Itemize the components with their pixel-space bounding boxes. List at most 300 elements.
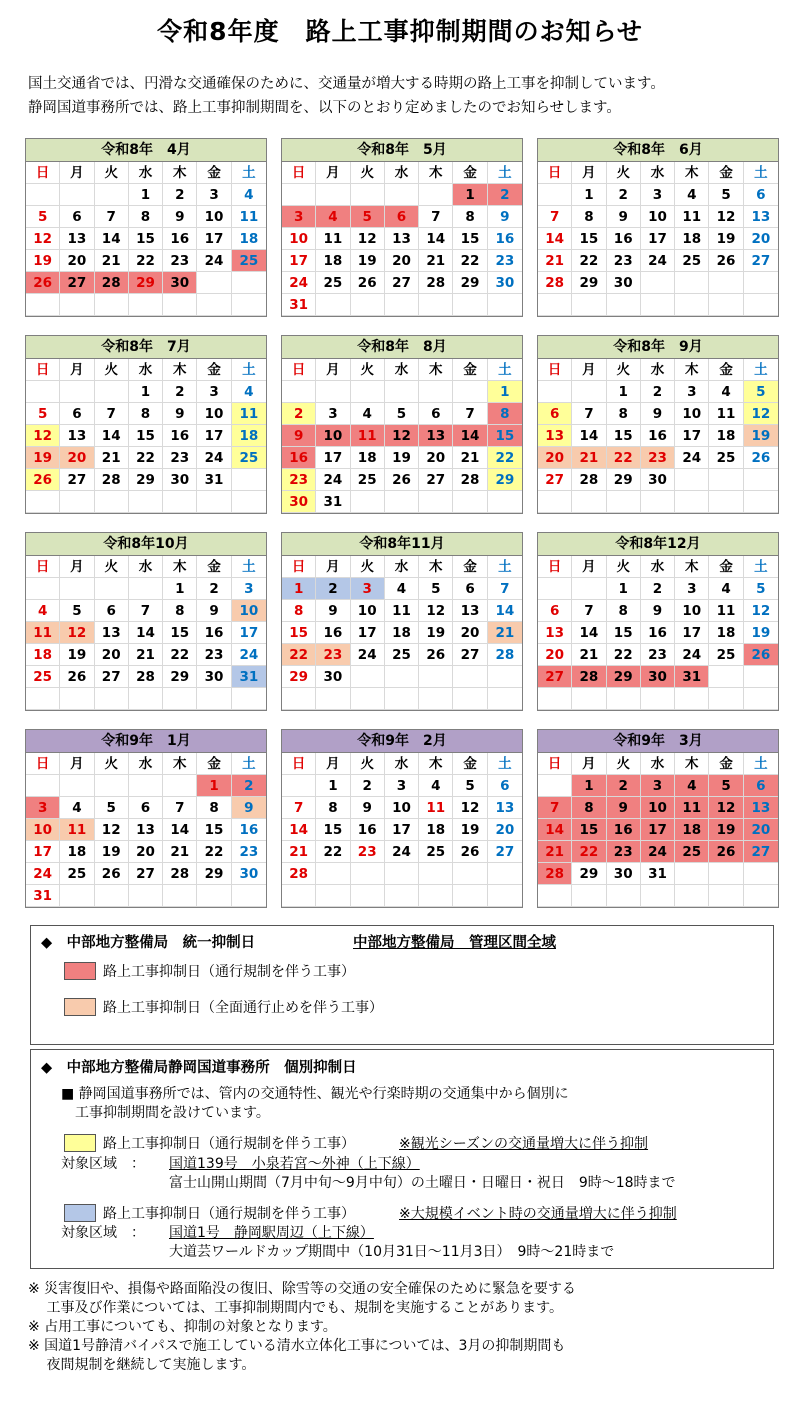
calendar-day: 30 (163, 272, 197, 294)
calendar-day: 4 (351, 403, 385, 425)
calendar-day: 12 (453, 797, 487, 819)
calendar-empty-cell (419, 294, 453, 316)
calendar-empty-cell (316, 688, 350, 710)
calendar-empty-cell (197, 272, 231, 294)
calendar-empty-cell (538, 381, 572, 403)
calendar-day: 30 (163, 469, 197, 491)
calendar-day: 14 (163, 819, 197, 841)
calendar-month-title: 令和9年 1月 (26, 730, 266, 753)
calendar-empty-cell (26, 578, 60, 600)
calendar-day: 22 (163, 644, 197, 666)
calendar-empty-cell (26, 294, 60, 316)
calendar-day: 18 (60, 841, 94, 863)
calendar-day: 9 (163, 206, 197, 228)
calendar-empty-cell (95, 381, 129, 403)
calendar-day: 20 (95, 644, 129, 666)
calendar-empty-cell (26, 775, 60, 797)
calendar-empty-cell (385, 666, 419, 688)
weekday-header: 日 (26, 162, 60, 184)
calendar-day: 15 (572, 819, 606, 841)
calendar-day: 22 (572, 250, 606, 272)
calendar-empty-cell (385, 381, 419, 403)
calendar-day: 24 (641, 250, 675, 272)
calendar-day: 9 (316, 600, 350, 622)
calendar-day: 20 (538, 447, 572, 469)
calendar-empty-cell (419, 863, 453, 885)
calendar-day: 8 (453, 206, 487, 228)
calendar-empty-cell (26, 491, 60, 513)
calendar-empty-cell (129, 885, 163, 907)
calendar-days-grid (282, 556, 522, 710)
calendar-empty-cell (282, 184, 316, 206)
calendar-day: 8 (572, 797, 606, 819)
calendar-empty-cell (60, 578, 94, 600)
calendar-day: 16 (282, 447, 316, 469)
calendar-day: 18 (351, 447, 385, 469)
calendar-day: 25 (675, 841, 709, 863)
calendar-empty-cell (538, 578, 572, 600)
calendar-day: 8 (607, 403, 641, 425)
calendar-empty-cell (419, 491, 453, 513)
calendar-month-title: 令和8年11月 (282, 533, 522, 556)
calendar-day: 18 (232, 228, 266, 250)
calendar-day: 28 (95, 469, 129, 491)
calendar-day: 15 (316, 819, 350, 841)
calendar-days-grid (26, 162, 266, 316)
notes (28, 1280, 576, 1375)
calendar-day: 6 (419, 403, 453, 425)
calendar-day: 23 (641, 447, 675, 469)
weekday-header: 木 (675, 162, 709, 184)
weekday-header: 火 (351, 359, 385, 381)
calendar-empty-cell (60, 885, 94, 907)
calendar-empty-cell (453, 885, 487, 907)
calendar-empty-cell (538, 491, 572, 513)
calendar-day: 2 (197, 578, 231, 600)
calendar-day: 11 (26, 622, 60, 644)
calendar-empty-cell (282, 885, 316, 907)
calendar-day: 15 (282, 622, 316, 644)
weekday-header: 水 (385, 556, 419, 578)
calendar-day: 7 (488, 578, 522, 600)
calendar-day: 15 (607, 425, 641, 447)
calendar-days-grid (26, 359, 266, 513)
calendar-day: 21 (419, 250, 453, 272)
calendar-days-grid (538, 753, 778, 907)
calendar-empty-cell (488, 885, 522, 907)
calendar-empty-cell (744, 885, 778, 907)
calendar-day: 5 (351, 206, 385, 228)
calendar-day: 4 (419, 775, 453, 797)
calendar-day: 6 (453, 578, 487, 600)
calendar-day: 6 (95, 600, 129, 622)
blue-legend-swatch (64, 1204, 96, 1222)
calendar-day: 21 (163, 841, 197, 863)
calendar-day: 2 (641, 381, 675, 403)
calendar-empty-cell (232, 491, 266, 513)
calendar-empty-cell (95, 578, 129, 600)
calendar-day: 1 (607, 381, 641, 403)
calendar-day: 22 (488, 447, 522, 469)
weekday-header: 日 (26, 359, 60, 381)
calendar-day: 14 (538, 819, 572, 841)
calendar-day: 29 (488, 469, 522, 491)
weekday-header: 金 (709, 359, 743, 381)
calendar-day: 17 (282, 250, 316, 272)
calendar-day: 26 (26, 272, 60, 294)
calendar-empty-cell (385, 863, 419, 885)
calendar-day: 21 (538, 841, 572, 863)
calendar-empty-cell (744, 469, 778, 491)
calendar-day: 11 (60, 819, 94, 841)
calendar-day: 20 (60, 447, 94, 469)
calendar-day: 5 (60, 600, 94, 622)
weekday-header: 水 (129, 556, 163, 578)
calendar-day: 15 (197, 819, 231, 841)
calendar-day: 25 (351, 469, 385, 491)
calendar-day: 25 (709, 644, 743, 666)
weekday-header: 水 (385, 162, 419, 184)
calendar-day: 17 (197, 425, 231, 447)
calendar-day: 19 (351, 250, 385, 272)
blue-legend-reason: ※大規模イベント時の交通量増大に伴う抑制 (399, 1206, 677, 1222)
calendar-empty-cell (95, 885, 129, 907)
calendar-day: 19 (709, 228, 743, 250)
calendar-empty-cell (572, 381, 606, 403)
individual-desc-1: ■ 静岡国道事務所では、管内の交通特性、観光や行楽時期の交通集中から個別に (61, 1086, 569, 1102)
calendar-day: 9 (351, 797, 385, 819)
calendar-empty-cell (316, 381, 350, 403)
calendar-day: 2 (607, 775, 641, 797)
calendar-day: 30 (488, 272, 522, 294)
peach-legend-swatch (64, 998, 96, 1016)
calendar-day: 10 (641, 797, 675, 819)
calendar-empty-cell (95, 775, 129, 797)
calendar-day: 1 (572, 775, 606, 797)
calendar-empty-cell (129, 294, 163, 316)
calendar-day: 1 (607, 578, 641, 600)
weekday-header: 月 (60, 753, 94, 775)
calendar-day: 23 (163, 250, 197, 272)
blue-target-label: 対象区域 ： (61, 1225, 145, 1241)
calendar-day: 4 (675, 775, 709, 797)
calendar-day: 25 (316, 272, 350, 294)
calendar-day: 15 (129, 228, 163, 250)
calendar-day: 21 (129, 644, 163, 666)
calendar-day: 26 (351, 272, 385, 294)
weekday-header: 火 (351, 162, 385, 184)
calendar-day: 28 (538, 272, 572, 294)
calendar-day: 22 (572, 841, 606, 863)
calendar-day: 20 (453, 622, 487, 644)
calendar-day: 23 (488, 250, 522, 272)
calendar-day: 1 (282, 578, 316, 600)
calendar-day: 3 (385, 775, 419, 797)
calendar-day: 7 (95, 403, 129, 425)
calendar-day: 5 (709, 184, 743, 206)
calendar-empty-cell (26, 184, 60, 206)
calendar-empty-cell (709, 272, 743, 294)
weekday-header: 木 (675, 556, 709, 578)
calendar-empty-cell (232, 688, 266, 710)
calendar-empty-cell (163, 294, 197, 316)
weekday-header: 土 (488, 162, 522, 184)
calendar-empty-cell (60, 381, 94, 403)
calendar-day: 26 (744, 644, 778, 666)
calendar-day: 31 (197, 469, 231, 491)
calendar-day: 30 (641, 666, 675, 688)
blue-target-period: 大道芸ワールドカップ期間中（10月31日～11月3日） 9時～21時まで (169, 1244, 615, 1260)
calendar-day: 24 (385, 841, 419, 863)
calendar-day: 31 (282, 294, 316, 316)
calendar-day: 9 (607, 797, 641, 819)
calendar-empty-cell (351, 381, 385, 403)
calendar-day: 25 (26, 666, 60, 688)
calendar-empty-cell (744, 491, 778, 513)
weekday-header: 水 (129, 162, 163, 184)
red-legend-label: 路上工事抑制日（通行規制を伴う工事） (103, 964, 355, 980)
calendar-day: 15 (572, 228, 606, 250)
calendar-day: 3 (316, 403, 350, 425)
calendar-day: 24 (316, 469, 350, 491)
calendar-empty-cell (316, 294, 350, 316)
unified-heading: ◆ 中部地方整備局 統一抑制日 (41, 935, 256, 951)
calendar-day: 23 (607, 250, 641, 272)
calendar-day: 1 (316, 775, 350, 797)
calendar-empty-cell (607, 491, 641, 513)
calendar-day: 3 (282, 206, 316, 228)
calendar-empty-cell (572, 491, 606, 513)
calendar-day: 17 (385, 819, 419, 841)
calendar-day: 4 (26, 600, 60, 622)
calendar-day: 5 (744, 381, 778, 403)
calendar-day: 27 (60, 469, 94, 491)
calendar-day: 6 (538, 600, 572, 622)
weekday-header: 水 (129, 359, 163, 381)
calendar-day: 1 (129, 184, 163, 206)
weekday-header: 日 (282, 556, 316, 578)
calendar-month (25, 729, 267, 908)
calendar-day: 24 (232, 644, 266, 666)
weekday-header: 土 (744, 556, 778, 578)
calendar-days-grid (282, 162, 522, 316)
weekday-header: 月 (60, 556, 94, 578)
calendar-day: 15 (453, 228, 487, 250)
calendar-day: 30 (607, 272, 641, 294)
calendar-empty-cell (709, 294, 743, 316)
calendar-month (537, 532, 779, 711)
weekday-header: 火 (607, 359, 641, 381)
weekday-header: 土 (488, 753, 522, 775)
calendar-day: 11 (232, 403, 266, 425)
yellow-target-label: 対象区域 ： (61, 1156, 145, 1172)
calendar-day: 4 (232, 381, 266, 403)
calendar-empty-cell (95, 184, 129, 206)
calendar-empty-cell (572, 294, 606, 316)
weekday-header: 日 (538, 162, 572, 184)
calendar-day: 5 (709, 775, 743, 797)
calendar-day: 18 (26, 644, 60, 666)
calendar-empty-cell (232, 294, 266, 316)
calendar-day: 27 (129, 863, 163, 885)
calendar-day: 12 (385, 425, 419, 447)
calendar-day: 17 (641, 228, 675, 250)
calendar-day: 11 (709, 403, 743, 425)
calendar-empty-cell (675, 491, 709, 513)
calendar-day: 19 (95, 841, 129, 863)
calendar-day: 18 (419, 819, 453, 841)
calendar-day: 4 (675, 184, 709, 206)
calendar-empty-cell (197, 688, 231, 710)
calendar-empty-cell (316, 885, 350, 907)
calendar-empty-cell (232, 469, 266, 491)
calendar-empty-cell (385, 688, 419, 710)
calendar-day: 29 (607, 469, 641, 491)
weekday-header: 木 (675, 359, 709, 381)
calendar-day: 29 (572, 272, 606, 294)
calendar-day: 6 (744, 775, 778, 797)
calendar-month-title: 令和8年 6月 (538, 139, 778, 162)
calendar-day: 14 (282, 819, 316, 841)
calendar-day: 24 (641, 841, 675, 863)
peach-legend-label: 路上工事抑制日（全面通行止めを伴う工事） (103, 1000, 383, 1016)
calendar-day: 14 (453, 425, 487, 447)
calendar-day: 2 (641, 578, 675, 600)
calendar-empty-cell (351, 491, 385, 513)
calendar-day: 3 (641, 184, 675, 206)
calendar-day: 15 (488, 425, 522, 447)
calendar-month (281, 729, 523, 908)
calendar-empty-cell (419, 666, 453, 688)
calendar-day: 9 (282, 425, 316, 447)
calendar-empty-cell (453, 294, 487, 316)
weekday-header: 日 (538, 556, 572, 578)
weekday-header: 土 (232, 359, 266, 381)
calendar-day: 16 (197, 622, 231, 644)
calendar-day: 13 (95, 622, 129, 644)
calendar-day: 28 (572, 469, 606, 491)
calendar-day: 29 (453, 272, 487, 294)
calendar-day: 21 (572, 644, 606, 666)
calendar-day: 2 (316, 578, 350, 600)
calendar-day: 11 (709, 600, 743, 622)
calendar-days-grid (538, 556, 778, 710)
calendar-empty-cell (709, 863, 743, 885)
calendar-day: 19 (385, 447, 419, 469)
weekday-header: 金 (453, 359, 487, 381)
calendar-day: 7 (453, 403, 487, 425)
calendar-month-title: 令和9年 3月 (538, 730, 778, 753)
calendar-empty-cell (675, 294, 709, 316)
calendar-empty-cell (709, 666, 743, 688)
calendar-day: 20 (744, 819, 778, 841)
weekday-header: 木 (163, 359, 197, 381)
calendar-empty-cell (419, 184, 453, 206)
calendar-day: 11 (419, 797, 453, 819)
calendar-days-grid (26, 753, 266, 907)
calendar-day: 29 (282, 666, 316, 688)
weekday-header: 木 (163, 162, 197, 184)
calendar-empty-cell (709, 469, 743, 491)
calendar-day: 18 (709, 425, 743, 447)
calendar-empty-cell (641, 294, 675, 316)
calendar-day: 16 (641, 425, 675, 447)
calendar-day: 13 (538, 622, 572, 644)
calendar-empty-cell (709, 688, 743, 710)
calendar-day: 26 (385, 469, 419, 491)
calendar-empty-cell (163, 885, 197, 907)
calendar-day: 5 (385, 403, 419, 425)
calendar-day: 17 (675, 425, 709, 447)
calendar-day: 10 (282, 228, 316, 250)
yellow-target-period: 富士山開山期間（7月中旬～9月中旬）の土曜日・日曜日・祝日 9時～18時まで (169, 1175, 676, 1191)
calendar-day: 28 (163, 863, 197, 885)
calendar-day: 2 (488, 184, 522, 206)
calendar-empty-cell (538, 688, 572, 710)
calendar-empty-cell (572, 688, 606, 710)
calendar-day: 7 (163, 797, 197, 819)
calendar-day: 26 (26, 469, 60, 491)
weekday-header: 火 (95, 359, 129, 381)
calendar-day: 21 (95, 250, 129, 272)
calendar-empty-cell (744, 863, 778, 885)
calendar-day: 13 (419, 425, 453, 447)
weekday-header: 金 (709, 162, 743, 184)
calendar-day: 11 (351, 425, 385, 447)
calendar-day: 15 (129, 425, 163, 447)
calendar-day: 3 (351, 578, 385, 600)
calendar-day: 19 (709, 819, 743, 841)
calendar-day: 17 (316, 447, 350, 469)
calendar-day: 13 (60, 228, 94, 250)
calendar-empty-cell (453, 381, 487, 403)
calendar-day: 8 (163, 600, 197, 622)
calendar-day: 20 (488, 819, 522, 841)
calendar-day: 22 (282, 644, 316, 666)
weekday-header: 水 (641, 753, 675, 775)
calendar-day: 25 (675, 250, 709, 272)
calendar-day: 11 (316, 228, 350, 250)
calendar-empty-cell (572, 885, 606, 907)
calendar-day: 29 (129, 272, 163, 294)
calendar-day: 24 (675, 447, 709, 469)
calendar-day: 13 (744, 797, 778, 819)
calendar-day: 26 (95, 863, 129, 885)
calendar-day: 1 (453, 184, 487, 206)
calendar-month-title: 令和8年 9月 (538, 336, 778, 359)
calendar-day: 17 (26, 841, 60, 863)
calendar-empty-cell (744, 294, 778, 316)
calendar-day: 23 (282, 469, 316, 491)
calendar-day: 14 (129, 622, 163, 644)
note-line-2: 工事及び作業については、工事抑制期間内でも、規制を実施することがあります。 (28, 1300, 564, 1316)
weekday-header: 火 (607, 556, 641, 578)
calendar-empty-cell (607, 885, 641, 907)
calendar-day: 5 (95, 797, 129, 819)
calendar-empty-cell (163, 775, 197, 797)
calendar-empty-cell (351, 666, 385, 688)
calendar-day: 19 (744, 622, 778, 644)
calendar-day: 10 (316, 425, 350, 447)
calendar-empty-cell (351, 184, 385, 206)
calendar-day: 18 (232, 425, 266, 447)
calendar-day: 1 (197, 775, 231, 797)
calendar-day: 3 (197, 184, 231, 206)
weekday-header: 土 (744, 359, 778, 381)
weekday-header: 日 (282, 162, 316, 184)
calendar-day: 7 (129, 600, 163, 622)
calendar-empty-cell (60, 775, 94, 797)
